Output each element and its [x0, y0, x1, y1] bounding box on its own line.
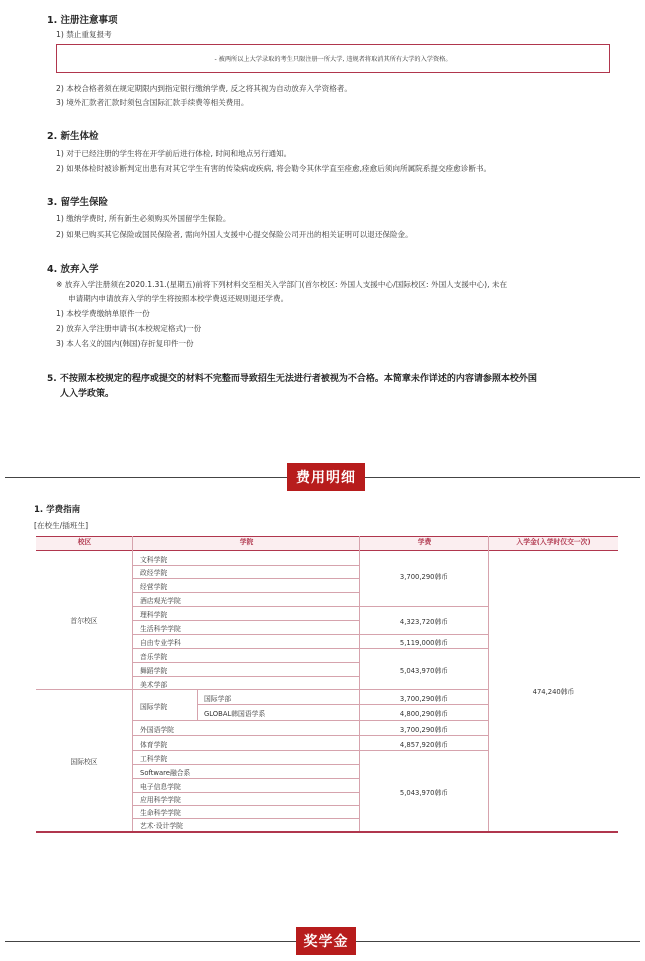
college-row: 外国语学院	[140, 726, 174, 734]
section-4-title: 4. 放弃入学	[47, 264, 99, 275]
s3-item-1: 1) 缴纳学费时, 所有新生必须购买外国留学生保险。	[56, 214, 231, 223]
s4-item-1: 1) 本校学费缴纳单原件一份	[56, 309, 150, 318]
col-college: 学院	[239, 538, 254, 546]
col-entrance: 入学金(入学时仅交一次)	[516, 538, 591, 546]
college-row: 国际学部	[204, 695, 232, 703]
tuition-value: 5,043,970韩币	[399, 789, 449, 797]
college-row: 体育学院	[140, 741, 168, 749]
college-row: 文科学院	[140, 556, 168, 564]
tuition-value: 3,700,290韩币	[399, 726, 449, 734]
college-row: 酒店观光学院	[140, 597, 181, 605]
section-3-title: 3. 留学生保险	[47, 197, 109, 208]
college-row: 自由专业学科	[140, 639, 181, 647]
col-campus: 校区	[77, 538, 92, 546]
table-bottom-rule	[36, 831, 618, 833]
tuition-value: 5,043,970韩币	[399, 667, 449, 675]
s3-item-2: 2) 如果已购买其它保险或国民保险者, 需向外国人支援中心提交保险公司开出的相关证明可以退还保险金。	[56, 230, 413, 239]
fees-subheading: [在校生/插班生]	[34, 521, 89, 530]
college-row: 生活科学学院	[140, 625, 181, 633]
entrance-fee: 474,240韩币	[532, 688, 575, 696]
college-row: 生命科学学院	[140, 809, 181, 817]
college-row: 音乐学院	[140, 653, 168, 661]
college-row: 工科学院	[140, 755, 168, 763]
college-row: GLOBAL韩国语学系	[204, 710, 266, 718]
s5-line-2: 人入学政策。	[60, 389, 115, 399]
college-row: 应用科学学院	[140, 796, 181, 804]
col-tuition: 学费	[417, 538, 432, 546]
section-2-title: 2. 新生体检	[47, 131, 99, 142]
tuition-value: 4,800,290韩币	[399, 710, 449, 718]
s4-item-3: 3) 本人名义的国内(韩国)存折复印件一份	[56, 339, 194, 348]
scholarship-banner: 奖学金	[296, 927, 356, 955]
tuition-value: 5,119,000韩币	[399, 639, 449, 647]
college-row: 艺术·设计学院	[140, 822, 183, 830]
s4-item-2: 2) 放弃入学注册申请书(本校规定格式)一份	[56, 324, 202, 333]
college-row: 政经学院	[140, 569, 168, 577]
fees-heading: 1. 学费指南	[34, 505, 81, 515]
college-row: 经营学院	[140, 583, 168, 591]
s4-note-1: ※ 放弃入学注册须在2020.1.31.(星期五)前将下列材料交至相关入学部门(首尔校区: 外国人支援中心/国际校区: 外国人支援中心), 未在	[56, 280, 508, 289]
s1-note-text: - 被两所以上大学录取的考生只限注册一所大学, 违规者将取消其所有大学的入学资格。	[214, 56, 452, 63]
college-row: Software融合系	[140, 769, 191, 777]
college-row: 舞蹈学院	[140, 667, 168, 675]
s1-item-2: 2) 本校合格者须在规定期限内到指定银行缴纳学费, 反之将其视为自动放弃入学资格者。	[56, 84, 352, 93]
campus-intl: 国际校区	[70, 758, 98, 766]
s2-item-2: 2) 如果体检时被诊断判定出患有对其它学生有害的传染病或疾病, 将会勒令其休学直至痊愈,痊愈后须向所属院系提交痊愈诊断书。	[56, 164, 492, 173]
tuition-table	[36, 536, 618, 832]
fees-banner: 费用明细	[287, 463, 365, 491]
s4-note-2: 申请期内申请放弃入学的学生将按照本校学费返还规则退还学费。	[68, 294, 289, 303]
campus-seoul: 首尔校区	[70, 617, 98, 625]
s5-line-1: 5. 不按照本校规定的程序或提交的材料不完整而导致招生无法进行者被视为不合格。本简章未作详述的内容请参照本校外国	[47, 374, 537, 384]
tuition-value: 3,700,290韩币	[399, 695, 449, 703]
college-row: 理科学院	[140, 611, 168, 619]
s1-item-3: 3) 境外汇款者汇款时须包含国际汇款手续费等相关费用。	[56, 98, 249, 107]
s1-item-1: 1) 禁止重复报考	[56, 30, 112, 39]
tuition-value: 3,700,290韩币	[399, 573, 449, 581]
college-row: 电子信息学院	[140, 783, 181, 791]
s2-item-1: 1) 对于已经注册的学生将在开学前后进行体检, 时间和地点另行通知。	[56, 149, 292, 158]
college-row: 国际学院	[140, 703, 168, 711]
tuition-value: 4,857,920韩币	[399, 741, 449, 749]
s1-note-box	[56, 44, 610, 73]
college-row: 美术学部	[140, 681, 168, 689]
tuition-value: 4,323,720韩币	[399, 618, 449, 626]
section-1-title: 1. 注册注意事项	[47, 15, 118, 26]
